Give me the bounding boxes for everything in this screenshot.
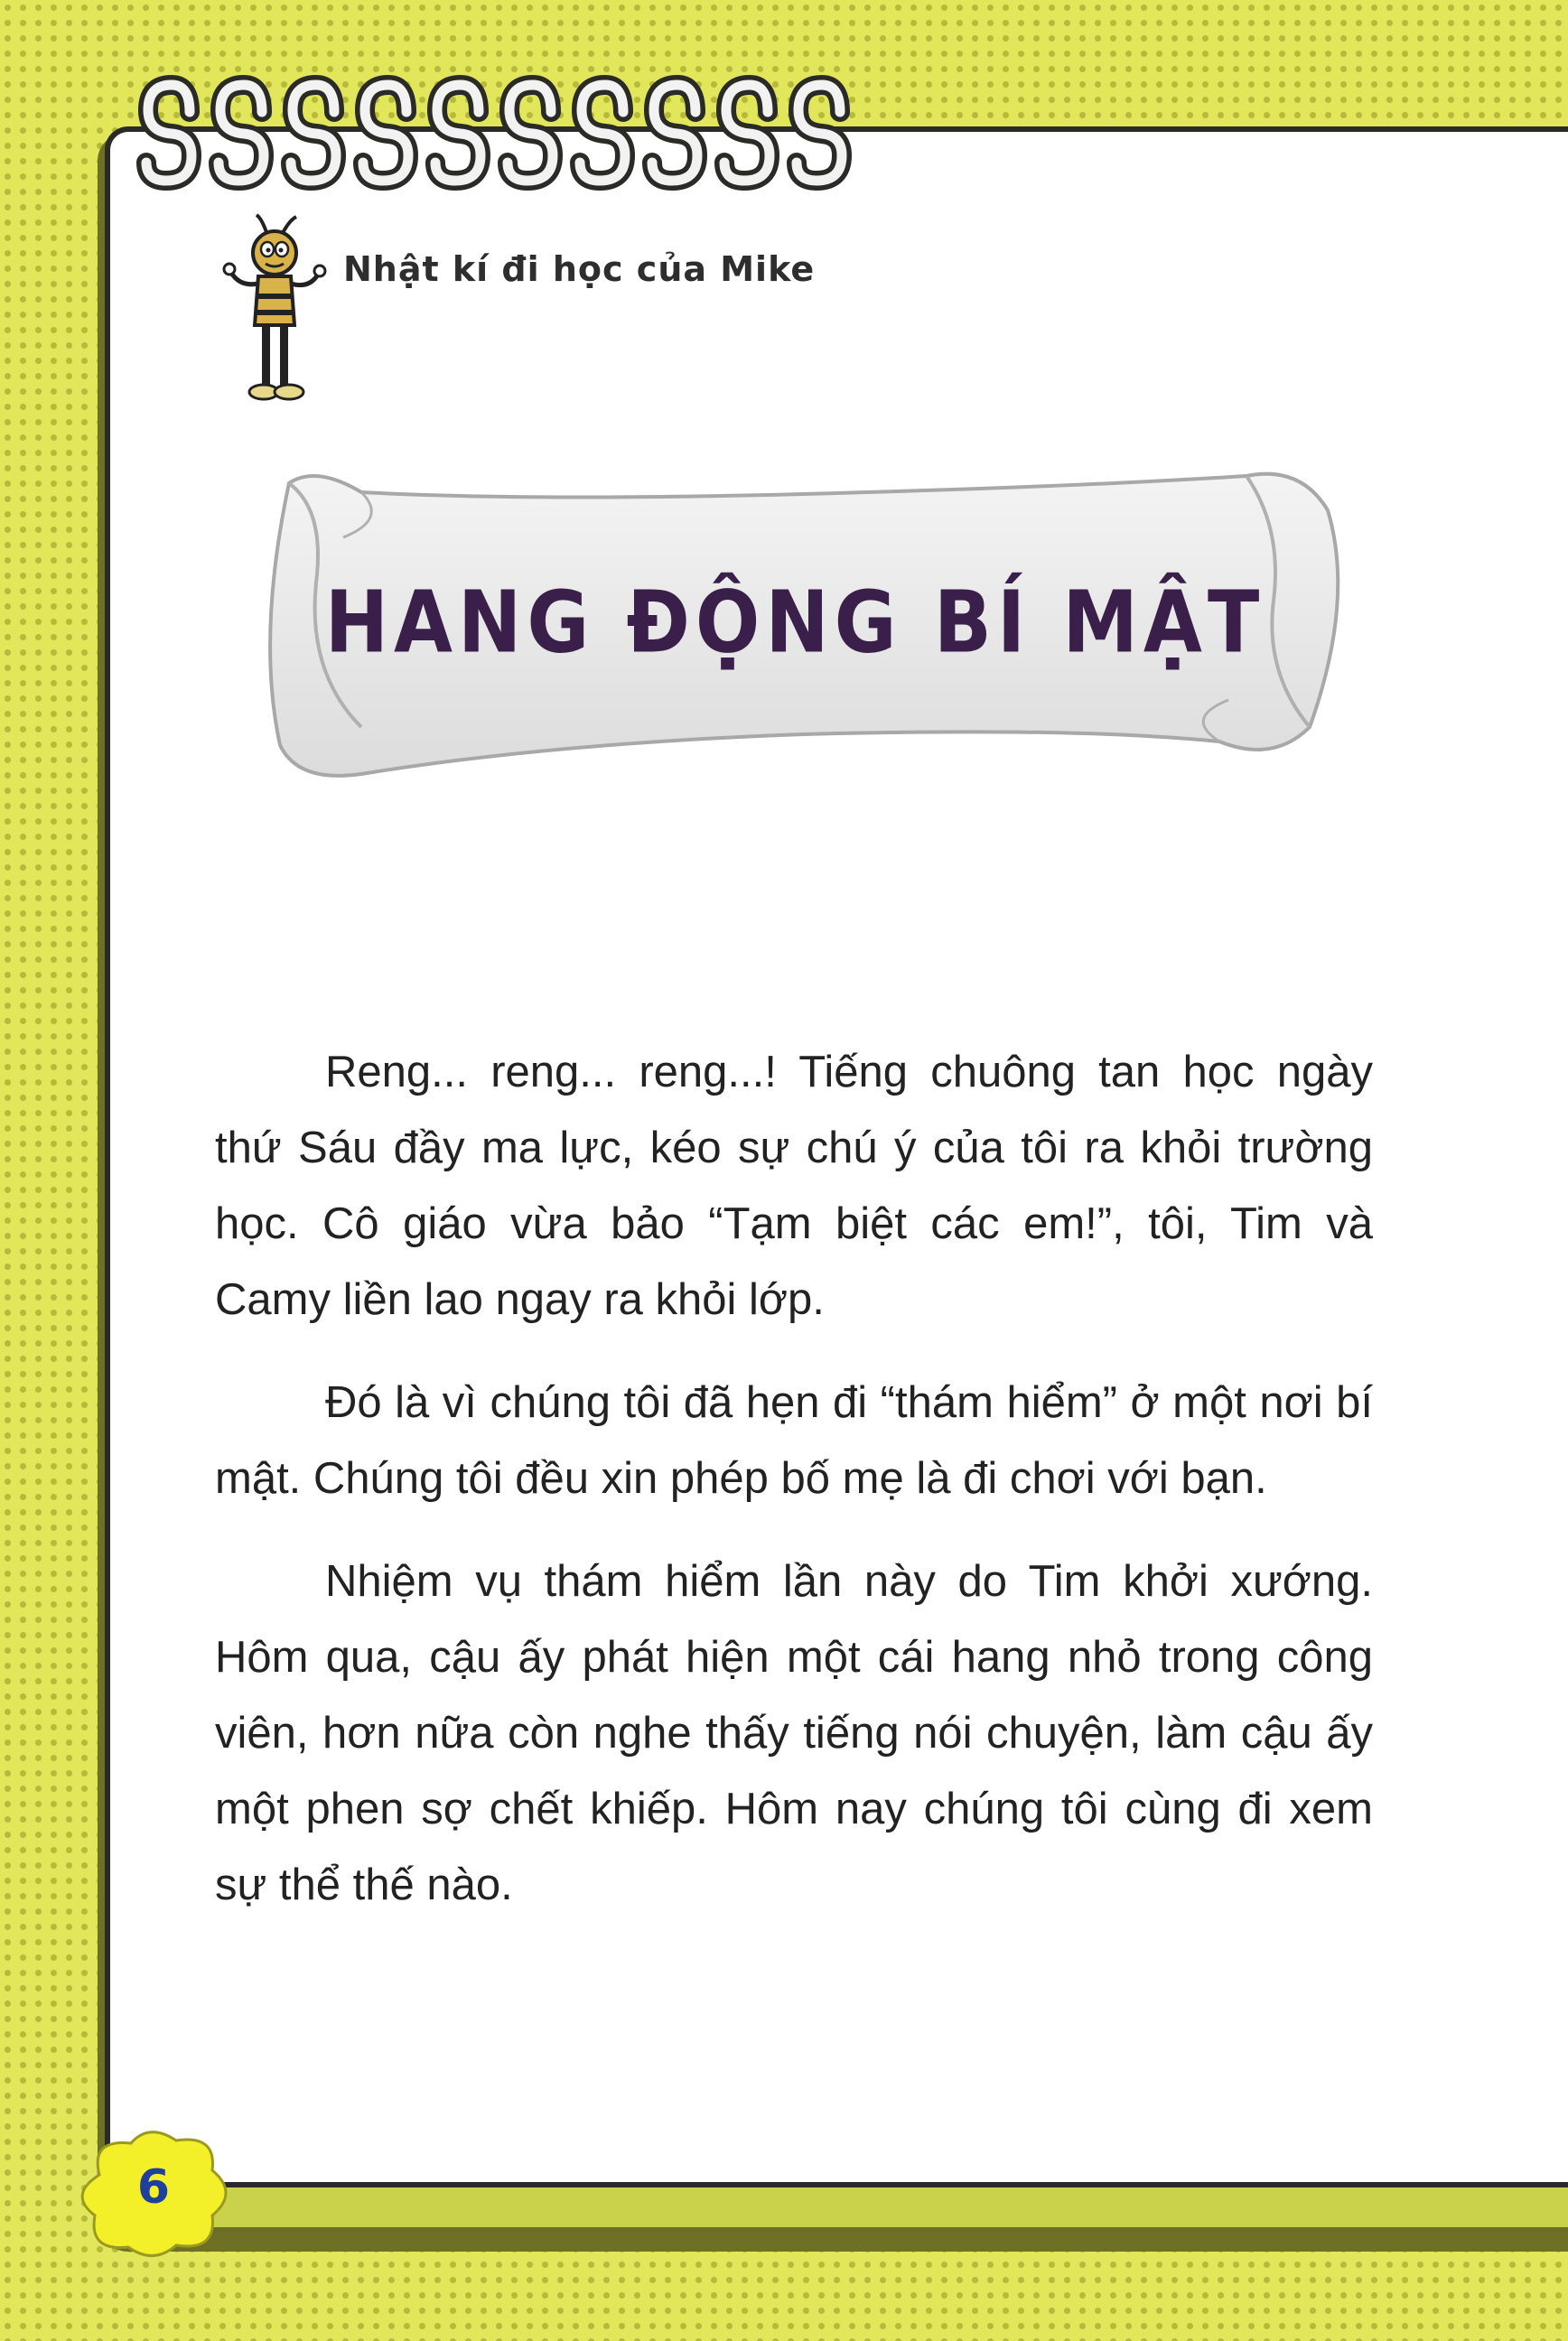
spiral-binding — [135, 65, 912, 201]
paragraph: Đó là vì chúng tôi đã hẹn đi “thám hiểm” ở một nơi bí mật. Chúng tôi đều xin phép bố mẹ là đi chơi với bạn. — [215, 1378, 1373, 1503]
chapter-title: HANG ĐỘNG BÍ MẬT — [324, 573, 1265, 672]
paragraph: Reng... reng... reng...! Tiếng chuông tan học ngày thứ Sáu đầy ma lực, kéo sự chú ý của tôi ra khỏi trường học. Cô giáo vừa bảo “Tạm biệt các em!”, tôi, Tim và Camy liền lao ngay ra khỏi lớp. — [215, 1048, 1373, 1324]
paragraph: Nhiệm vụ thám hiểm lần này do Tim khởi xướng. Hôm qua, cậu ấy phát hiện một cái hang nhỏ trong công viên, hơn nữa còn nghe thấy tiếng nói chuyện, làm cậu ấy một phen sợ chết khiếp. Hôm nay chúng tôi cùng đi xem sự thể thế nào. — [215, 1557, 1373, 1909]
page-number: 6 — [136, 2160, 171, 2215]
header-title: Nhật kí đi học của Mike — [343, 249, 816, 289]
page-edge-band — [204, 2184, 1568, 2233]
story-text — [215, 1034, 1373, 1950]
mascot-icon — [217, 210, 334, 413]
